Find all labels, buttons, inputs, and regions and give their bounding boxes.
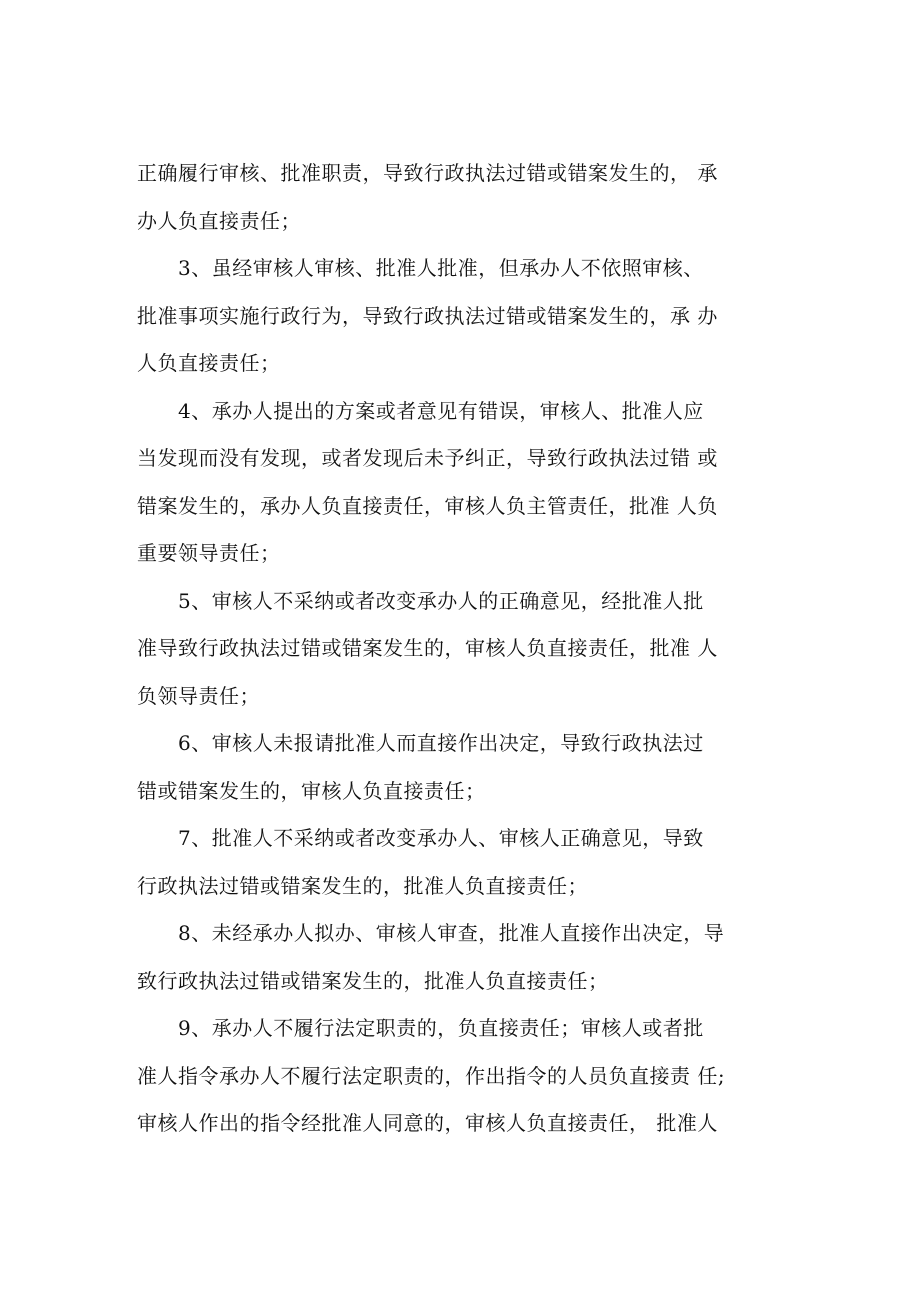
text-line: 人负直接责任； [137,351,281,375]
text-line: 准人指令承办人不履行法定职责的，作出指令的人员负直接责 任; [137,1063,726,1088]
text-line: 致行政执法过错或错案发生的，批准人负直接责任； [137,968,609,993]
text-line: 9、承办人不履行法定职责的，负直接责任；审核人或者批 [178,1016,704,1040]
text-line: 负领导责任； [137,683,260,708]
text-line: 4、承办人提出的方案或者意见有错误，审核人、批准人应 [178,398,704,423]
text-line: 准导致行政执法过错或错案发生的，审核人负直接责任，批准 人 [137,636,718,660]
text-line: 7、批准人不采纳或者改变承办人、审核人正确意见，导致 [178,826,704,850]
text-line: 正确履行审核、批准职责，导致行政执法过错或错案发生的， 承 [137,161,718,185]
text-line: 5、审核人不采纳或者改变承办人的正确意见，经批准人批 [178,588,704,613]
text-line: 错或错案发生的，审核人负直接责任； [137,778,486,803]
text-line: 3、虽经审核人审核、批准人批准，但承办人不依照审核、 [178,256,704,280]
body-text [137,150,787,1148]
text-line: 当发现而没有发现，或者发现后未予纠正，导致行政执法过错 或 [137,446,718,470]
text-line: 8、未经承办人拟办、审核人审查，批准人直接作出决定，导 [178,921,725,945]
text-line: 审核人作出的指令经批准人同意的，审核人负直接责任， 批准人 [137,1111,718,1135]
text-line: 6、审核人未报请批准人而直接作出决定，导致行政执法过 [178,731,704,755]
text-line: 重要领导责任； [137,541,281,565]
text-line: 错案发生的，承办人负直接责任，审核人负主管责任，批准 人负 [137,493,718,518]
text-line: 办人负直接责任； [137,208,301,233]
text-line: 行政执法过错或错案发生的，批准人负直接责任； [137,873,588,898]
text-line: 批准事项实施行政行为，导致行政执法过错或错案发生的，承 办 [137,303,718,328]
